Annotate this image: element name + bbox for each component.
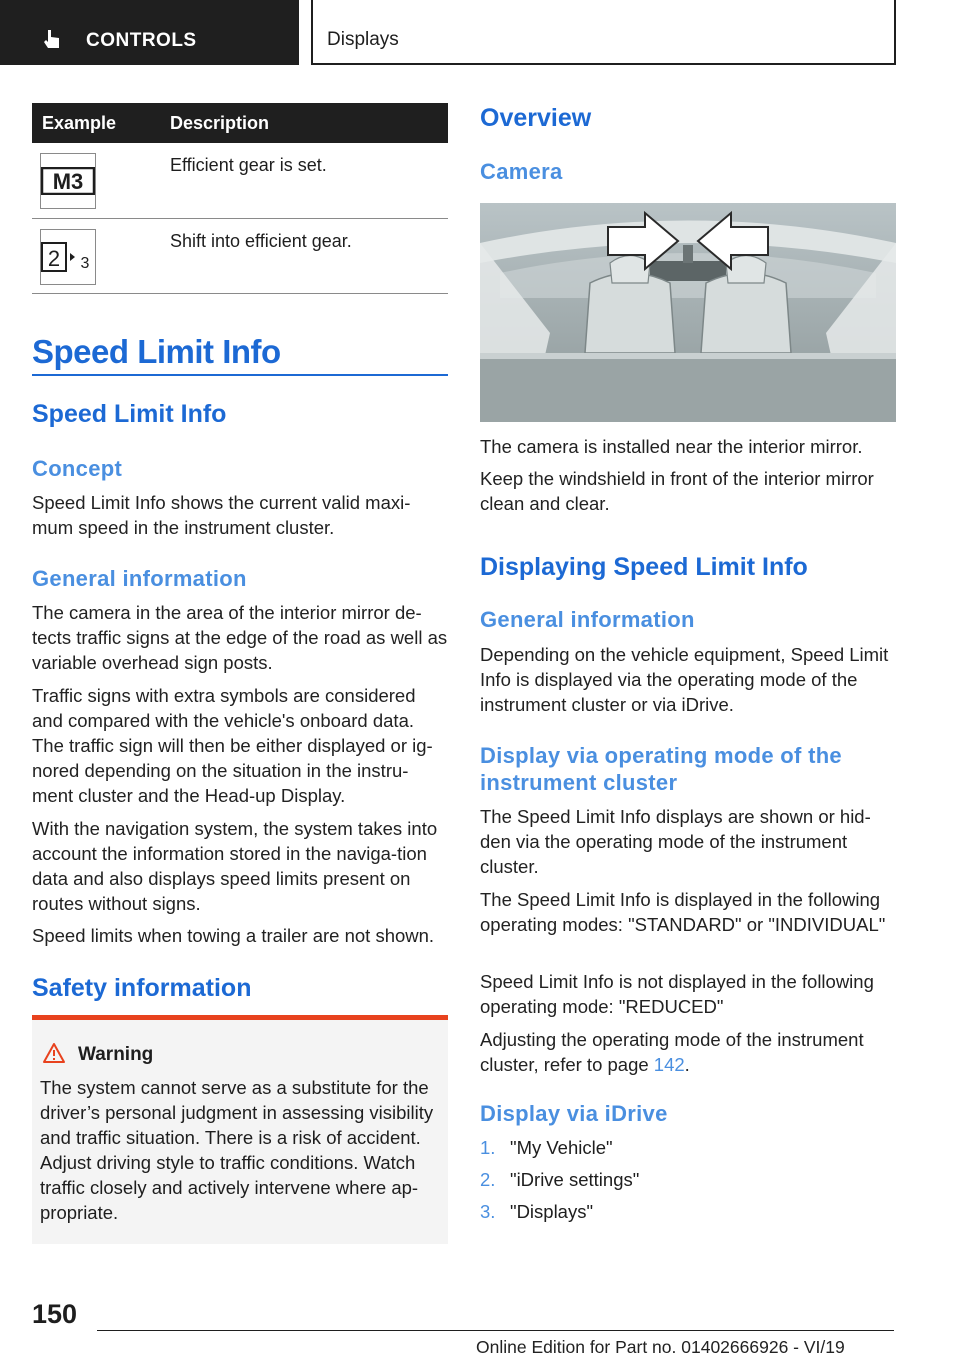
- table-header-description: Description: [160, 103, 448, 143]
- header-section-label: CONTROLS: [86, 30, 197, 51]
- list-item: 1. "My Vehicle": [480, 1137, 613, 1158]
- svg-text:3: 3: [80, 254, 90, 272]
- footer-divider: [97, 1330, 894, 1331]
- page-title: Speed Limit Info: [32, 333, 281, 370]
- general-paragraph-right: Depending on the vehicle equipment, Speed Limit Info is displayed via the operating mode of the instrument cluster or via iDrive.: [480, 644, 889, 715]
- opmode-paragraph: The Speed Limit Info displays are shown or hid-den via the operating mode of the instrument cluster.: [480, 806, 871, 877]
- general-paragraph: The camera in the area of the interior mirror de-tects traffic signs at the edge of the road as well as variable overhead sign posts.: [32, 602, 448, 673]
- title-divider: [32, 374, 448, 376]
- table-row: [32, 143, 448, 218]
- example-table: [32, 103, 448, 294]
- opmode-paragraph: Adjusting the operating mode of the instrument cluster, refer to page 142.: [480, 1029, 864, 1075]
- safety-heading: Safety information: [32, 974, 252, 1002]
- camera-heading: Camera: [480, 159, 563, 184]
- table-header-example: Example: [32, 103, 160, 143]
- list-item: 3. "Displays": [480, 1201, 594, 1222]
- idrive-heading: Display via iDrive: [480, 1101, 668, 1126]
- header-chapter-tab: [311, 0, 896, 65]
- general-paragraph: With the navigation system, the system takes into account the information stored in the naviga-tion data and also displays speed limits present on routes without signs.: [32, 818, 438, 914]
- camera-paragraph: Keep the windshield in front of the interior mirror clean and clear.: [480, 468, 874, 514]
- svg-text:2: 2: [47, 245, 61, 271]
- opmode-paragraph: The Speed Limit Info is displayed in the following operating modes: "STANDARD" or "INDIVIDUAL": [480, 889, 886, 935]
- camera-paragraph: The camera is installed near the interior mirror.: [480, 436, 863, 457]
- table-row: [32, 218, 448, 293]
- page-reference-link[interactable]: 142: [653, 1054, 685, 1075]
- table-cell-description: Shift into efficient gear.: [160, 218, 448, 293]
- warning-triangle-icon: [42, 1042, 66, 1064]
- concept-heading: Concept: [32, 456, 123, 481]
- subtitle: Speed Limit Info: [32, 400, 227, 428]
- opmode-paragraph: Speed Limit Info is not displayed in the following operating mode: "REDUCED": [480, 971, 874, 1017]
- general-heading: General information: [32, 566, 247, 591]
- table-cell-description: Efficient gear is set.: [160, 143, 448, 218]
- general-paragraph: Traffic signs with extra symbols are considered and compared with the vehicle's onboard data. The traffic sign will then be either displayed or ig-nored depending on the situation in the instru-ment cluster and the Head-up Display.: [32, 685, 433, 806]
- header-section-tab: [0, 0, 299, 65]
- general-paragraph: Speed limits when towing a trailer are not shown.: [32, 925, 435, 946]
- overview-heading: Overview: [480, 104, 592, 132]
- gear-shift-up-icon: [40, 229, 96, 285]
- general-heading-right: General information: [480, 607, 695, 632]
- concept-text: Speed Limit Info shows the current valid maxi-mum speed in the instrument cluster.: [32, 492, 411, 538]
- svg-text:M3: M3: [52, 169, 84, 194]
- page-number: 150: [32, 1299, 78, 1329]
- warning-text: The system cannot serve as a substitute for the driver’s personal judgment in assessing visibility and traffic situation. There is a risk of accident. Adjust driving style to traffic conditions. Watch traffic closely and actively intervene where ap-propriate.: [40, 1077, 434, 1223]
- gear-m3-icon: [40, 153, 96, 209]
- warning-title: Warning: [78, 1044, 154, 1065]
- camera-location-illustration: [480, 203, 896, 422]
- hand-pointer-icon: [42, 28, 62, 50]
- display-heading: Displaying Speed Limit Info: [480, 553, 808, 581]
- opmode-heading: Display via operating mode of the instrument cluster: [480, 743, 842, 795]
- list-item: 2. "iDrive settings": [480, 1169, 640, 1190]
- footer-edition: Online Edition for Part no. 01402666926 - VI/19: [476, 1337, 845, 1357]
- header-chapter-label: Displays: [327, 29, 399, 50]
